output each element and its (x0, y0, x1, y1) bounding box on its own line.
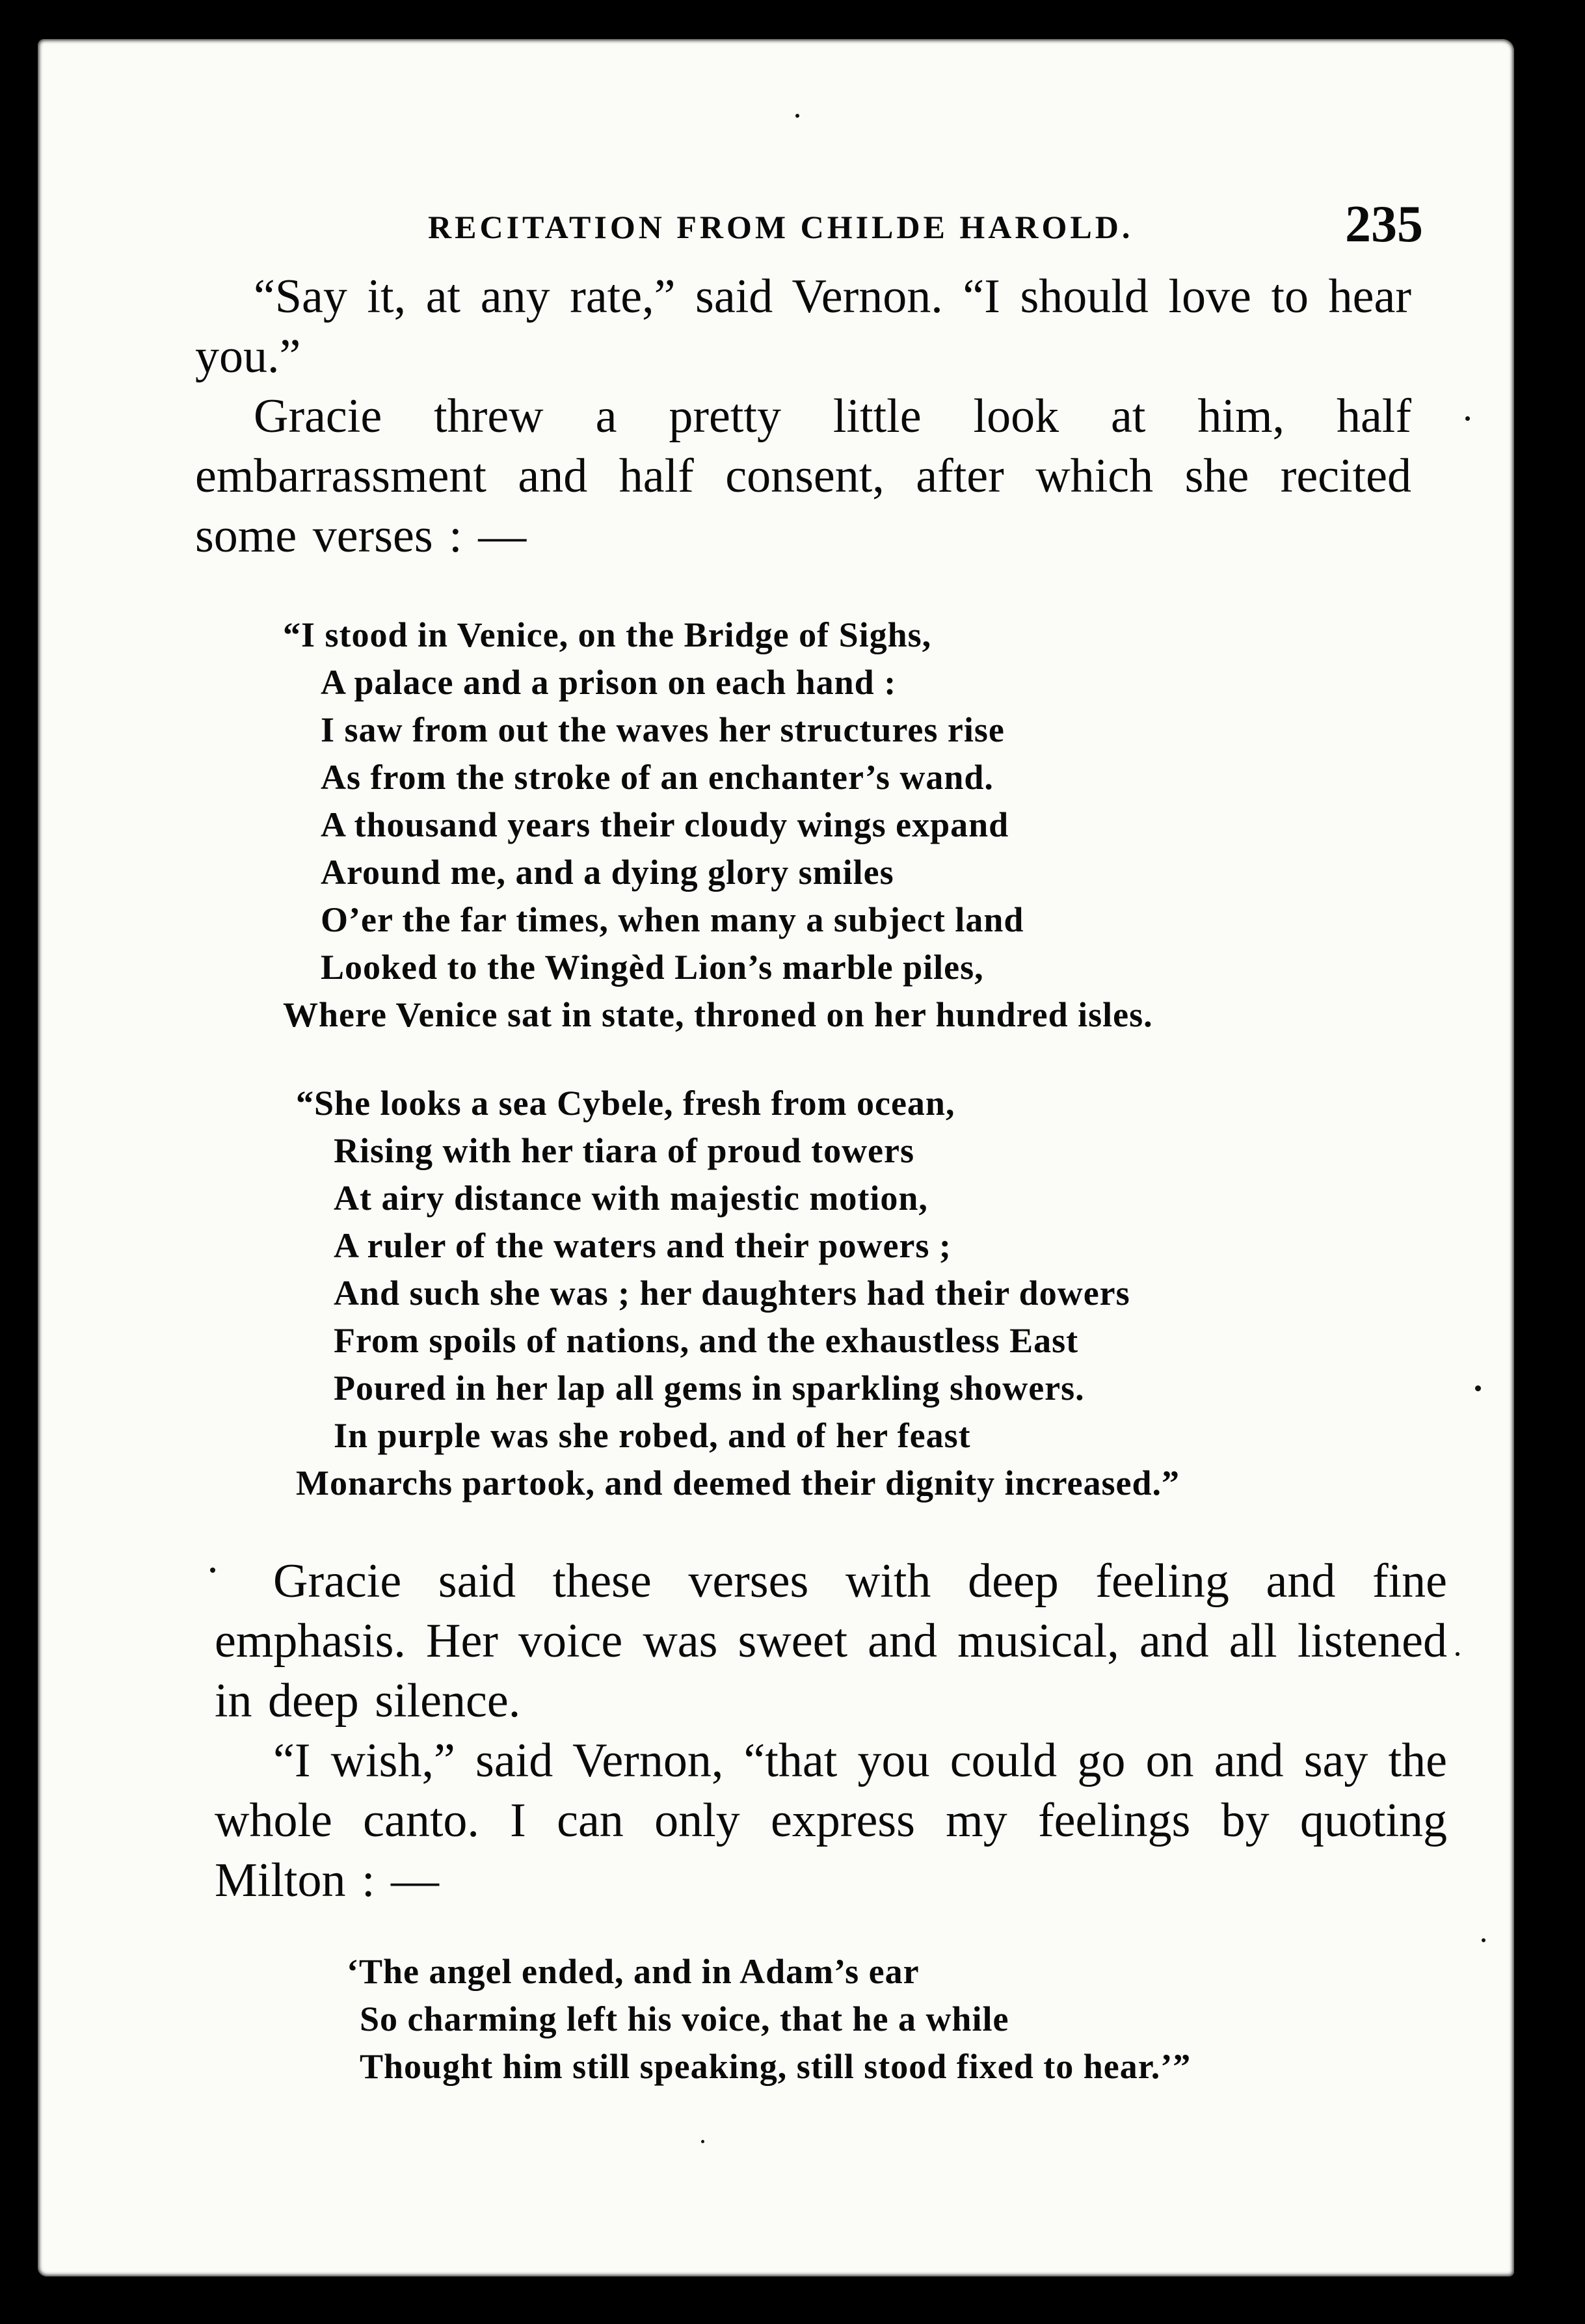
verse-line: From spoils of nations, and the exhaustless East (334, 1321, 1079, 1360)
scan-speck (1482, 1938, 1485, 1942)
verse-line: A palace and a prison on each hand : (321, 663, 897, 702)
verse-line: Rising with her tiara of proud towers (334, 1131, 915, 1170)
verse-line: ‘The angel ended, and in Adam’s ear (347, 1952, 920, 1991)
verse-line: Around me, and a dying glory smiles (321, 853, 894, 892)
page-header (428, 195, 1423, 254)
verse-line: Monarchs partook, and deemed their dignity increased.” (296, 1463, 1180, 1503)
scan-speck (1475, 1385, 1481, 1391)
verse-line: Thought him still speaking, still stood fixed to hear.’” (360, 2047, 1192, 2086)
prose-block-opening (195, 267, 1411, 566)
verse-stanza-cybele (296, 1080, 1467, 1507)
verse-line: I saw from out the waves her structures rise (321, 710, 1005, 749)
verse-line: Looked to the Wingèd Lion’s marble piles, (321, 948, 984, 987)
prose-block-closing (215, 1551, 1447, 1910)
verse-line: O’er the far times, when many a subject land (321, 900, 1024, 939)
running-head: RECITATION FROM CHILDE HAROLD. (428, 209, 1134, 245)
scan-speck (1465, 416, 1470, 421)
verse-line: And such she was ; her daughters had their dowers (334, 1274, 1130, 1313)
verse-line: As from the stroke of an enchanter’s wand. (321, 758, 994, 797)
scan-speck (210, 1568, 215, 1573)
verse-line: “She looks a sea Cybele, fresh from ocean, (296, 1084, 955, 1123)
verse-line: A ruler of the waters and their powers ; (334, 1226, 952, 1265)
verse-line: Poured in her lap all gems in sparkling showers. (334, 1369, 1085, 1408)
verse-line: So charming left his voice, that he a while (360, 1999, 1009, 2038)
scan-speck (1456, 1652, 1459, 1656)
verse-line: A thousand years their cloudy wings expand (321, 805, 1009, 844)
paragraph: “I wish,” said Vernon, “that you could go on and say the whole canto. I can only express my feelings by quoting Milton : — (215, 1734, 1447, 1907)
paragraph: Gracie threw a pretty little look at him, half embarrassment and half consent, after which she recited some verses : — (195, 390, 1411, 563)
scan-speck (795, 114, 799, 118)
verse-quotation-milton (347, 1948, 1452, 2090)
verse-line: “I stood in Venice, on the Bridge of Sighs, (283, 615, 932, 654)
paragraph: “Say it, at any rate,” said Vernon. “I should love to hear you.” (195, 270, 1411, 383)
page-number: 235 (1345, 196, 1423, 253)
paragraph: Gracie said these verses with deep feeling and fine emphasis. Her voice was sweet and musical, and all listened in deep silence. (215, 1555, 1447, 1728)
book-page (38, 39, 1514, 2277)
verse-line: Where Venice sat in state, throned on her hundred isles. (283, 995, 1153, 1034)
scan-speck (701, 2140, 704, 2143)
verse-line: In purple was she robed, and of her feast (334, 1416, 971, 1455)
verse-stanza-venice (283, 611, 1454, 1039)
verse-line: At airy distance with majestic motion, (334, 1179, 928, 1218)
